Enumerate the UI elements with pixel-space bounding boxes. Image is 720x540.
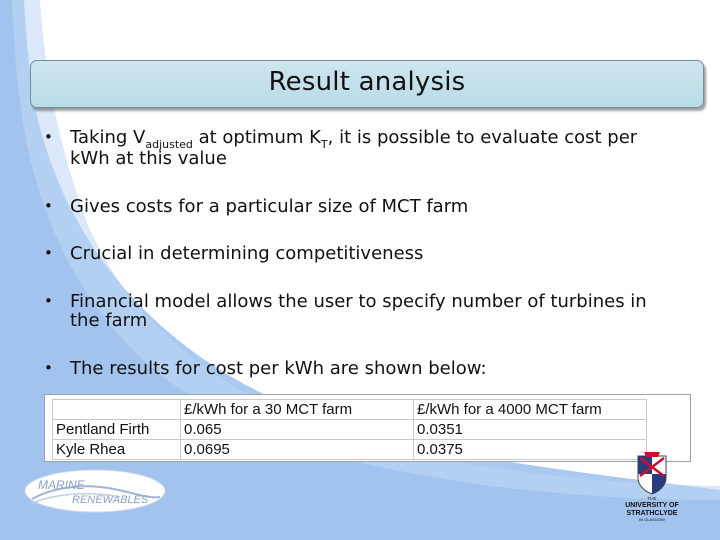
bullet-text: The results for cost per kWh are shown below: [70, 358, 487, 379]
table-cell: Kyle Rhea [53, 440, 181, 460]
table-row [53, 420, 647, 440]
subscript-t: T [320, 138, 328, 151]
table-header-row [53, 400, 647, 420]
renewables-text: RENEWABLES [72, 494, 149, 506]
slide-title-bar [30, 60, 704, 108]
bullet-text: Taking $V_{adjusted}$ at optimum $K_T$, it is possible to evaluate cost per kWh at this value [70, 127, 638, 169]
bullet-text: Gives costs for a particular size of MCT farm [70, 196, 469, 217]
table-cell: 0.0375 [414, 440, 647, 460]
marine-text: MARINE [38, 478, 85, 492]
bullet-glyph: • [44, 128, 53, 146]
cost-table-frame [44, 394, 691, 462]
bullet-text: Financial model allows the user to specify number of turbines in the farm [70, 291, 647, 331]
table-header-cell: £/kWh for a 4000 MCT farm [414, 400, 647, 420]
table-header-cell: £/kWh for a 30 MCT farm [181, 400, 414, 420]
table-cell: 0.0695 [181, 440, 414, 460]
strath-city: IN GLASGOW [639, 517, 665, 522]
bullet-glyph: • [44, 244, 53, 262]
strathclyde-crest-logo [618, 452, 686, 524]
table-cell: Pentland Firth [53, 420, 181, 440]
cost-table [52, 399, 647, 460]
bullet-glyph: • [44, 292, 53, 310]
table-cell: 0.0351 [414, 420, 647, 440]
bullet-glyph: • [44, 359, 53, 377]
table-cell: 0.065 [181, 420, 414, 440]
slide-title: Result analysis [268, 67, 466, 97]
bullet-glyph: • [44, 197, 53, 215]
table-header-cell [53, 400, 181, 420]
subscript-adjusted: adjusted [145, 138, 193, 151]
strath-name-2: STRATHCLYDE [626, 510, 678, 517]
strath-the: THE [647, 496, 657, 501]
marine-renewables-logo [24, 469, 166, 513]
bullet-text: Crucial in determining competitiveness [70, 243, 424, 264]
strath-name-1: UNIVERSITY OF [625, 502, 679, 509]
table-row [53, 440, 647, 460]
